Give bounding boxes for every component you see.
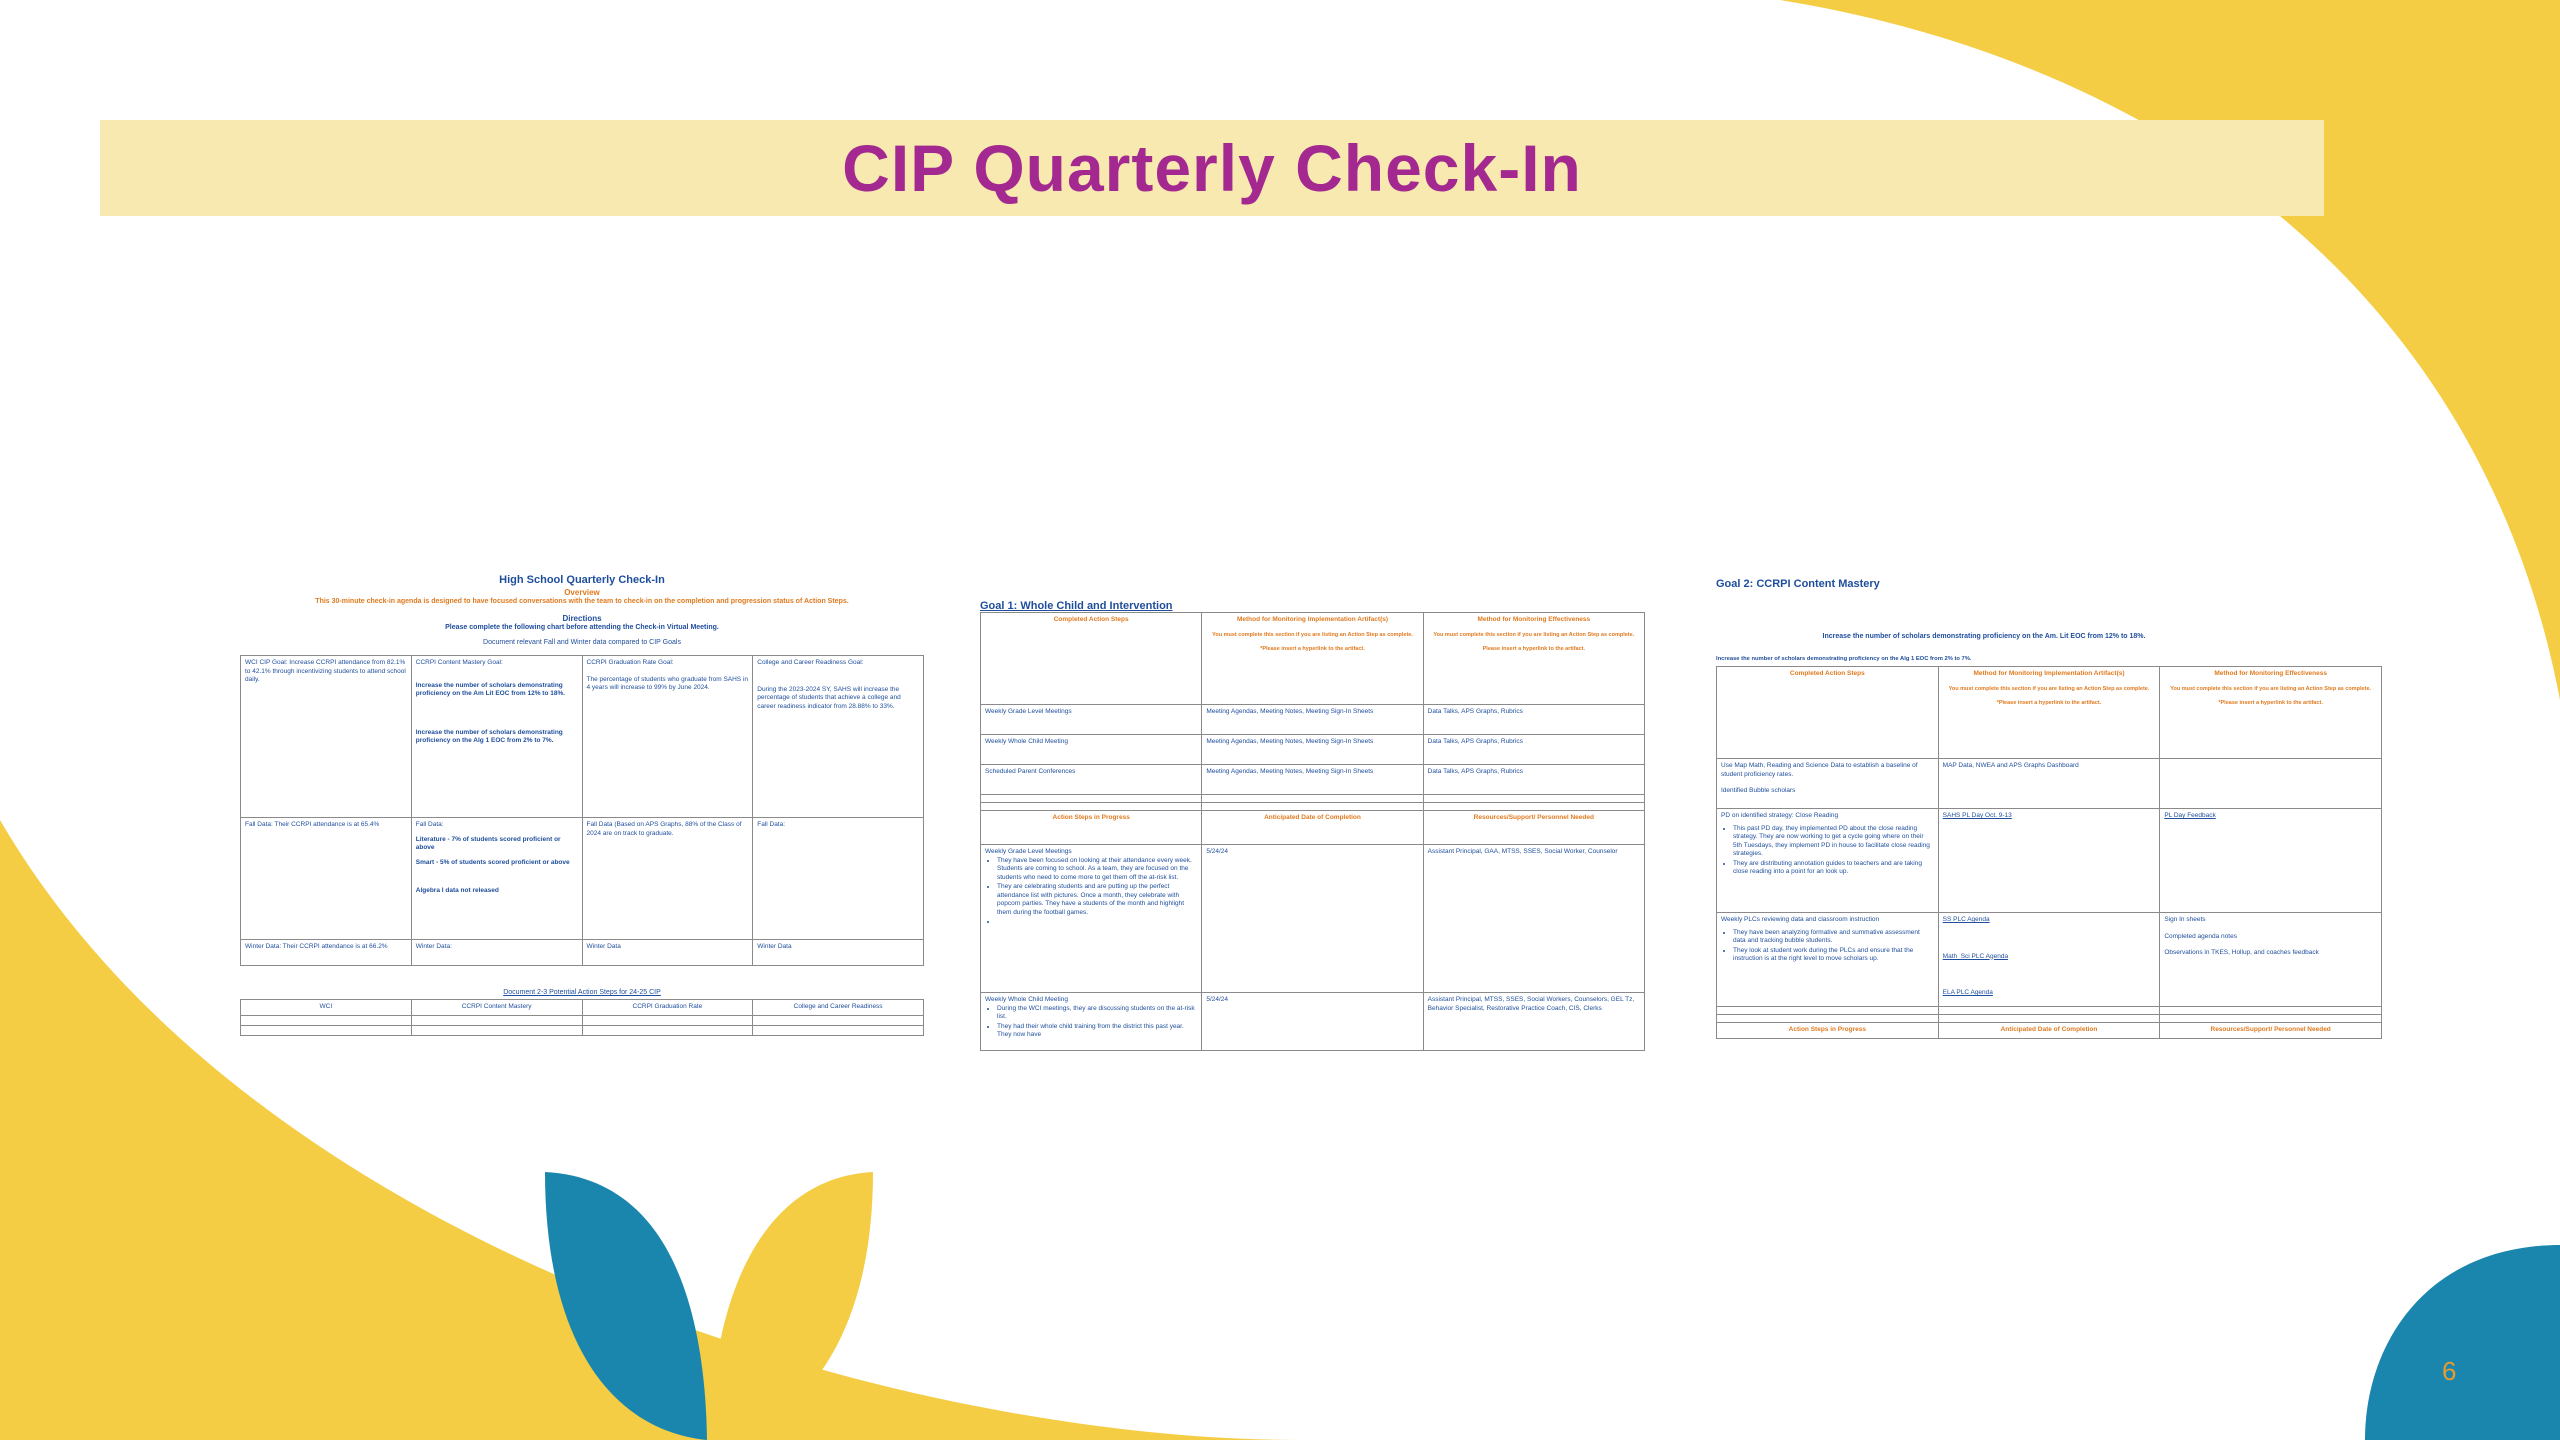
table-cell: CCRPI Graduation Rate xyxy=(582,1000,753,1016)
table-cell: MAP Data, NWEA and APS Graphs Dashboard xyxy=(1938,759,2160,809)
table-row xyxy=(981,993,1645,1051)
cell-text: Winter Data: Their CCRPI attendance is at 66.2% xyxy=(245,943,388,950)
table-cell xyxy=(2160,809,2382,913)
table-row xyxy=(981,705,1645,735)
table-header: Action Steps in Progress xyxy=(1717,1023,1939,1039)
header-note: *Please insert a hyperlink to the artifact. xyxy=(1260,646,1365,652)
bullet-list xyxy=(985,857,1197,927)
cell-text: Weekly PLCs reviewing data and classroom instruction xyxy=(1721,916,1880,923)
table-cell xyxy=(241,940,412,966)
slide-title: CIP Quarterly Check-In xyxy=(842,131,1582,205)
header-text: Method for Monitoring Effectiveness xyxy=(2214,670,2327,677)
artifact-link[interactable]: SAHS PL Day Oct. 9-13 xyxy=(1942,812,2012,819)
cell-text: Fall Data: xyxy=(415,821,444,828)
doc3-goal-b: Increase the number of scholars demonstrating proficiency on the Alg 1 EOC from 2% to 7%. xyxy=(1716,656,1972,662)
cell-text: Increase the number of scholars demonstrating proficiency on the Alg 1 EOC from 2% to 7%. xyxy=(415,728,563,744)
document-thumbnail-goal-2 xyxy=(1716,578,2382,1073)
table-cell xyxy=(582,818,753,940)
table-row xyxy=(241,1000,924,1016)
table-cell: 5/24/24 xyxy=(1202,845,1423,993)
document-thumbnail-quarterly-check-in xyxy=(240,572,924,1082)
artifact-link[interactable]: Math_Sci PLC Agenda xyxy=(1942,952,2009,960)
header-text: Completed Action Steps xyxy=(1789,670,1865,677)
cell-text: Literature - 7% of students scored proficient or above xyxy=(415,835,561,851)
table-cell: Meeting Agendas, Meeting Notes, Meeting Sign-In Sheets xyxy=(1202,705,1423,735)
table-header: Resources/Support/ Personnel Needed xyxy=(1423,811,1644,845)
table-cell: Scheduled Parent Conferences xyxy=(981,765,1202,795)
header-note: You must complete this section if you are listing an Action Step as complete. xyxy=(1948,685,2150,692)
cell-text: Weekly Whole Child Meeting xyxy=(985,996,1068,1003)
doc1-action-steps-table xyxy=(240,999,924,1036)
table-header: Resources/Support/ Personnel Needed xyxy=(2160,1023,2382,1039)
doc3-table xyxy=(1716,666,2382,1039)
cell-text: Fall Data (Based on APS Graphs, 88% of the Class of 2024 are on track to graduate. xyxy=(586,821,742,837)
table-row xyxy=(241,818,924,940)
doc1-directions-heading: Directions xyxy=(562,614,602,623)
cell-text: College and Career Readiness Goal: xyxy=(757,659,864,666)
table-cell: Meeting Agendas, Meeting Notes, Meeting Sign-In Sheets xyxy=(1202,735,1423,765)
table-header xyxy=(1717,667,1939,759)
doc1-overview-text: This 30-minute check-in agenda is designed to have focused conversations with the team to check-in on the completion and progression status of Action Steps. xyxy=(315,598,849,605)
cell-text: Increase the number of scholars demonstrating proficiency on the Am Lit EOC from 12% to 18%. xyxy=(415,681,566,697)
title-band xyxy=(100,120,2324,216)
table-cell: Assistant Principal, MTSS, SSES, Social Workers, Counselors, GEL Tz, Behavior Specialist, Restorative Practice Coach, CIS, Clerks xyxy=(1423,993,1644,1051)
cell-text: Observations in TKES, Hollup, and coaches feedback xyxy=(2164,949,2319,956)
doc1-subtitle: Document 2-3 Potential Action Steps for 24-25 CIP xyxy=(503,989,661,996)
table-cell xyxy=(582,940,753,966)
doc1-overview-heading: Overview xyxy=(564,588,600,597)
table-header xyxy=(981,613,1202,705)
doc2-title: Goal 1: Whole Child and Intervention xyxy=(980,600,1173,612)
artifact-link[interactable]: ELA PLC Agenda xyxy=(1942,989,1993,996)
cell-text: Completed agenda notes xyxy=(2164,932,2237,940)
artifact-link[interactable]: PL Day Feedback xyxy=(2164,812,2216,819)
doc1-title: High School Quarterly Check-In xyxy=(499,574,665,586)
table-row xyxy=(1717,667,2382,759)
table-cell: Data Talks, APS Graphs, Rubrics xyxy=(1423,735,1644,765)
table-cell xyxy=(753,656,924,818)
table-cell xyxy=(1717,759,1939,809)
table-cell: College and Career Readiness xyxy=(753,1000,924,1016)
header-text: Method for Monitoring Implementation Artifact(s) xyxy=(1236,616,1389,623)
list-item: • During the WCI meetings, they are discussing students on the at-risk list. xyxy=(997,1005,1197,1022)
cell-text: During the 2023-2024 SY, SAHS will increase the percentage of students that achieve a college and career readiness indicator from 28.88% to 33%. xyxy=(757,685,901,710)
bullet-list xyxy=(1721,825,1934,877)
list-item: • They look at student work during the PLCs and ensure that the instruction is at the right level to move scholars up. xyxy=(1733,947,1934,964)
header-note: *Please insert a hyperlink to the artifact. xyxy=(2218,700,2323,706)
document-thumbnail-goal-1 xyxy=(980,600,1645,1075)
table-row xyxy=(981,845,1645,993)
table-row xyxy=(1717,1023,2382,1039)
header-note: You must complete this section if you are listing an Action Step as complete. xyxy=(1433,631,1635,638)
doc1-document-note: Document relevant Fall and Winter data compared to CIP Goals xyxy=(483,639,681,646)
cell-text: WCI CIP Goal: Increase CCRPI attendance from 82.1% to 42.1% through incentivizing students to attend school daily. xyxy=(245,659,406,683)
table-row xyxy=(981,735,1645,765)
table-header xyxy=(2160,667,2382,759)
table-cell: Data Talks, APS Graphs, Rubrics xyxy=(1423,765,1644,795)
cell-text: Winter Data: xyxy=(415,943,452,950)
table-row xyxy=(241,940,924,966)
doc1-goals-table xyxy=(240,655,924,966)
header-note: You must complete this section if you are listing an Action Step as complete. xyxy=(1212,631,1413,638)
table-row xyxy=(241,656,924,818)
table-header xyxy=(1202,613,1423,705)
doc3-title: Goal 2: CCRPI Content Mastery xyxy=(1716,578,1880,590)
doc1-directions-text: Please complete the following chart before attending the Check-in Virtual Meeting. xyxy=(445,624,719,631)
cell-text: Winter Data xyxy=(586,943,621,950)
cell-text: PD on identified strategy: Close Reading xyxy=(1721,812,1839,819)
table-cell xyxy=(1938,913,2160,1007)
table-cell xyxy=(1717,809,1939,913)
doc2-completed-table xyxy=(980,612,1645,1051)
list-item: • They are distributing annotation guides to teachers and are taking close reading into a point for an look up. xyxy=(1733,860,1934,877)
table-cell xyxy=(411,656,582,818)
cell-text: Identified Bubble scholars xyxy=(1721,787,1796,794)
table-row xyxy=(1717,809,2382,913)
list-item: • They have been focused on looking at their attendance every week. Students are coming to school. As a team, they are focused on the students who need to come more to get them off the at-risk list. xyxy=(997,857,1197,883)
doc3-goal-a: Increase the number of scholars demonstrating proficiency on the Am. Lit EOC from 12% to 18%. xyxy=(1822,633,2146,640)
table-cell xyxy=(981,845,1202,993)
cell-text: Algebra I data not released xyxy=(415,887,499,894)
list-item: • They have been analyzing formative and summative assessment data and tracking bubble students. xyxy=(1733,929,1934,946)
header-note: *Please insert a hyperlink to the artifact. xyxy=(1996,700,2102,706)
list-item xyxy=(997,918,1197,927)
table-cell: Data Talks, APS Graphs, Rubrics xyxy=(1423,705,1644,735)
cell-text: The percentage of students who graduate from SAHS in 4 years will increase to 99% by June 2024. xyxy=(586,675,749,691)
header-note: Please insert a hyperlink to the artifact. xyxy=(1482,646,1586,652)
cell-text: CCRPI Content Mastery Goal: xyxy=(415,659,503,666)
table-row xyxy=(1717,913,2382,1007)
cell-text: Weekly Grade Level Meetings xyxy=(985,848,1072,855)
table-row xyxy=(981,795,1645,803)
table-cell xyxy=(1717,913,1939,1007)
table-row xyxy=(981,765,1645,795)
table-header: Anticipated Date of Completion xyxy=(1938,1023,2160,1039)
table-cell xyxy=(981,993,1202,1051)
cell-text: Fall Data: Their CCRPI attendance is at 65.4% xyxy=(245,821,380,828)
header-text: Method for Monitoring Implementation Artifact(s) xyxy=(1973,670,2125,677)
page-number: 6 xyxy=(2442,1356,2457,1386)
cell-text: Winter Data xyxy=(757,943,792,950)
list-item: • This past PD day, they implemented PD about the close reading strategy. They are now working to get a cycle going where on their 5th Tuesdays, they implement PD in house to facilitate close reading strategies. xyxy=(1733,825,1934,859)
header-text: Method for Monitoring Effectiveness xyxy=(1477,616,1591,623)
table-header: Action Steps in Progress xyxy=(981,811,1202,845)
table-cell: Weekly Whole Child Meeting xyxy=(981,735,1202,765)
table-cell: CCRPI Content Mastery xyxy=(411,1000,582,1016)
cell-text: CCRPI Graduation Rate Goal: xyxy=(586,659,674,666)
table-cell: WCI xyxy=(241,1000,412,1016)
table-cell xyxy=(582,656,753,818)
header-note: You must complete this section if you are listing an Action Step as complete. xyxy=(2170,685,2372,692)
table-header: Anticipated Date of Completion xyxy=(1202,811,1423,845)
list-item: • They had their whole child training from the district this past year. They now have xyxy=(997,1023,1197,1040)
table-cell: Assistant Principal, GAA, MTSS, SSES, Social Worker, Counselor xyxy=(1423,845,1644,993)
table-cell xyxy=(1938,809,2160,913)
table-cell: 5/24/24 xyxy=(1202,993,1423,1051)
cell-text: Use Map Math, Reading and Science Data to establish a baseline of student proficiency rates. xyxy=(1721,762,1918,778)
table-header xyxy=(1938,667,2160,759)
artifact-link[interactable]: SS PLC Agenda xyxy=(1942,916,1990,923)
list-item: • They are celebrating students and are putting up the perfect attendance list with pictures. Once a month, they celebrate with popcorn parties. They have a students of the month and highlight them during the football games. xyxy=(997,883,1197,917)
table-cell xyxy=(753,940,924,966)
table-row xyxy=(1717,759,2382,809)
table-row xyxy=(981,613,1645,705)
table-row xyxy=(241,1025,924,1035)
table-cell xyxy=(753,818,924,940)
cell-text: Fall Data: xyxy=(757,821,786,828)
table-cell xyxy=(2160,759,2382,809)
table-row xyxy=(981,811,1645,845)
table-header xyxy=(1423,613,1644,705)
table-cell xyxy=(2160,913,2382,1007)
table-cell xyxy=(241,656,412,818)
table-cell xyxy=(411,818,582,940)
table-row xyxy=(1717,1015,2382,1023)
table-row xyxy=(981,803,1645,811)
blue-quarter-circle xyxy=(2365,1245,2560,1440)
header-text: Completed Action Steps xyxy=(1053,616,1129,623)
cell-text: Sign In sheets xyxy=(2164,916,2206,923)
table-cell xyxy=(241,818,412,940)
bullet-list xyxy=(985,1005,1197,1040)
cell-text: Smart - 5% of students scored proficient or above xyxy=(415,858,570,866)
bullet-list xyxy=(1721,929,1934,964)
table-row xyxy=(241,1015,924,1025)
table-row xyxy=(1717,1007,2382,1015)
table-cell: Weekly Grade Level Meetings xyxy=(981,705,1202,735)
table-cell xyxy=(411,940,582,966)
table-cell: Meeting Agendas, Meeting Notes, Meeting Sign-In Sheets xyxy=(1202,765,1423,795)
